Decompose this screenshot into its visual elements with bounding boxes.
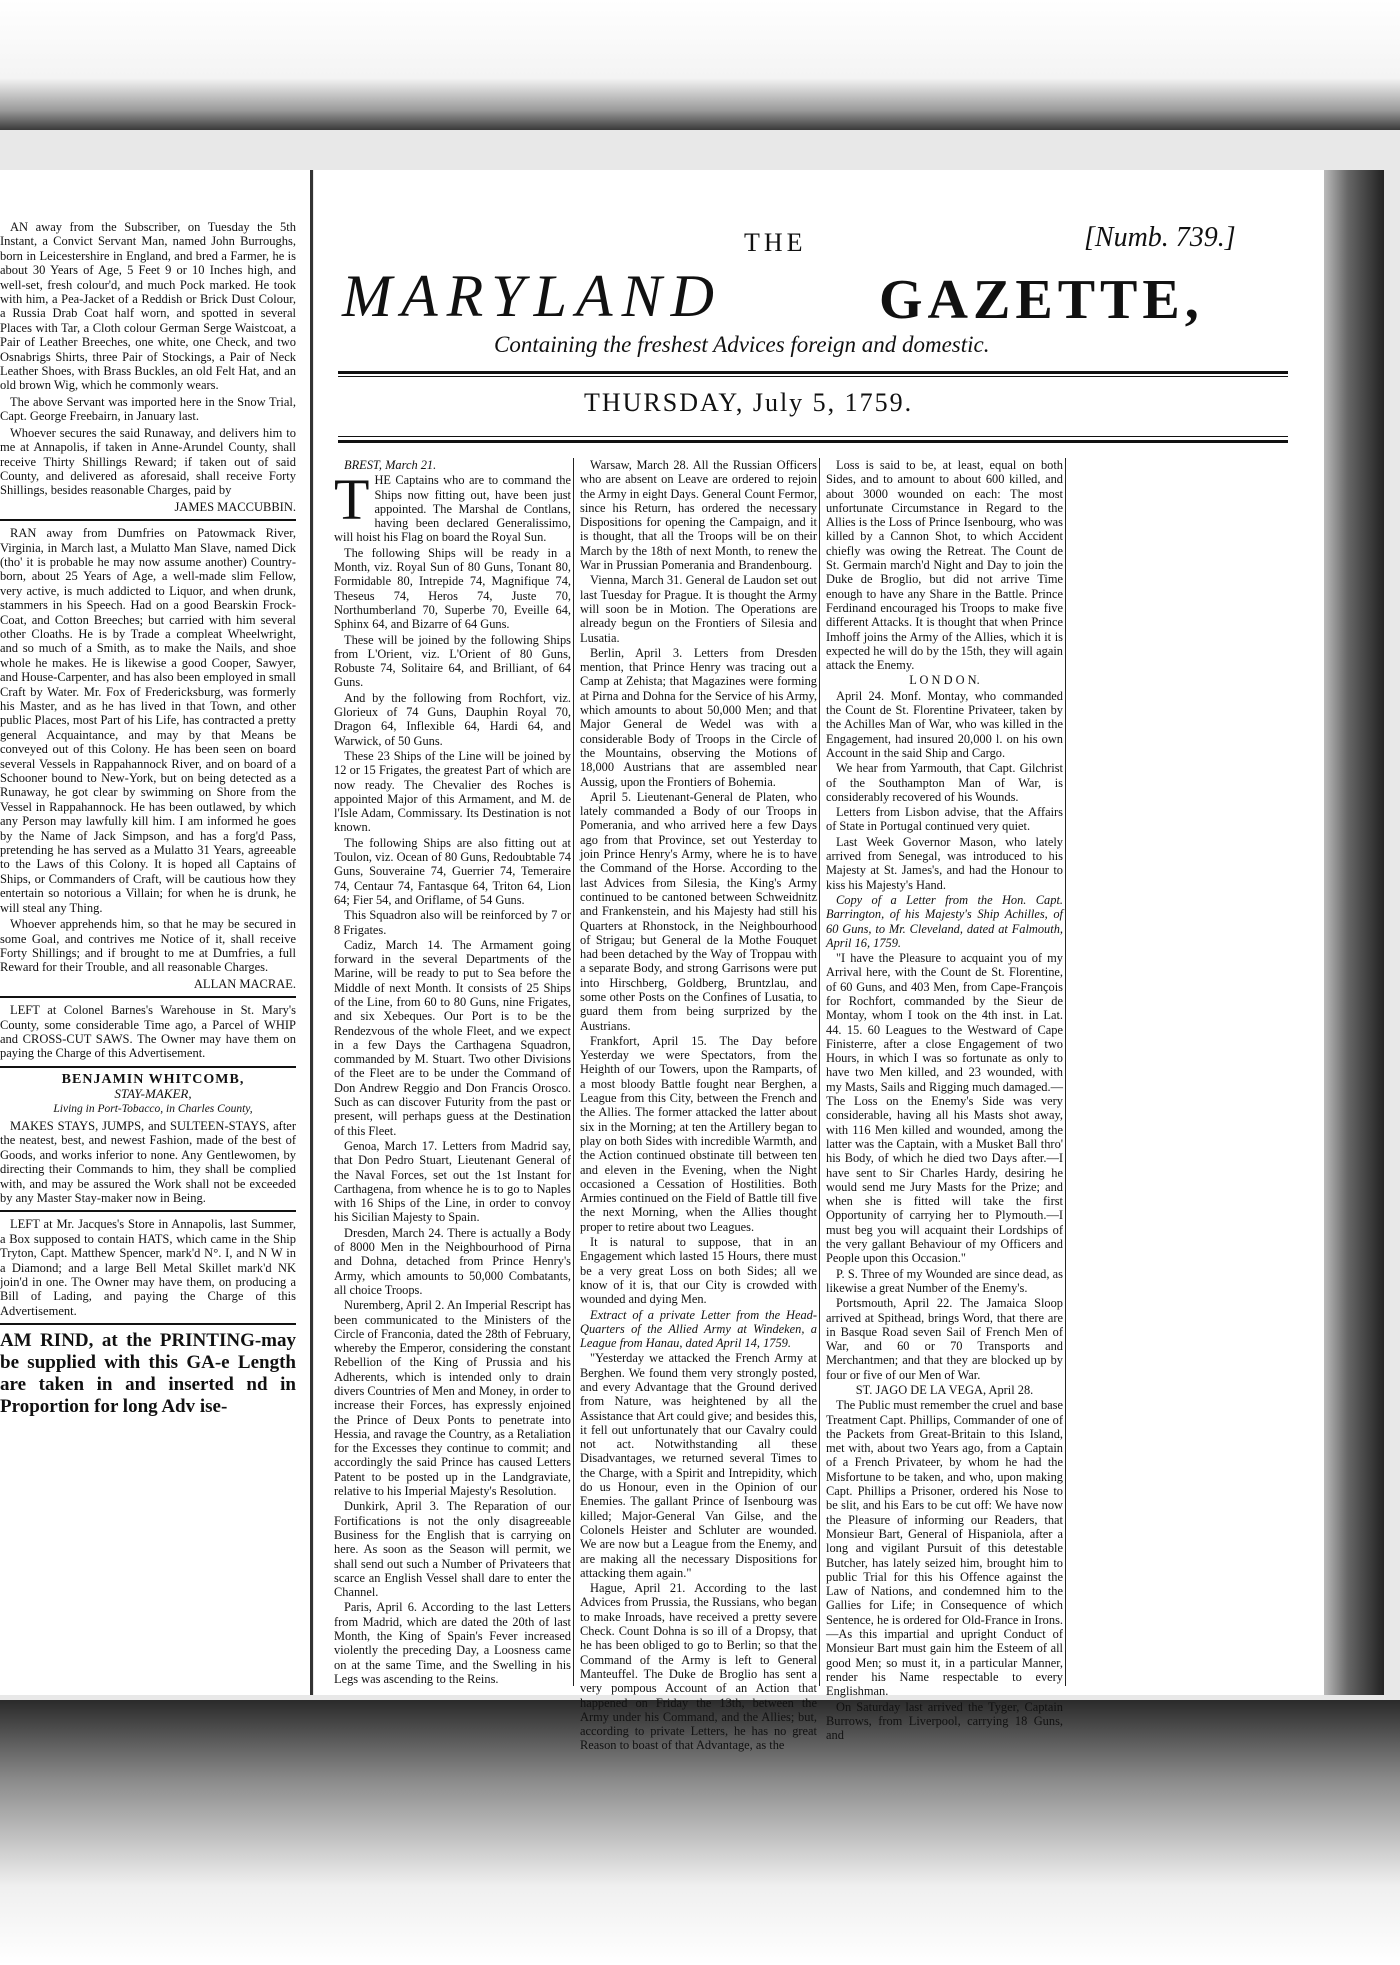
- left-page-advertisements: [0, 220, 296, 1420]
- book-spine: [1324, 170, 1384, 1695]
- masthead-the: THE: [744, 228, 807, 257]
- article-paragraph: Nuremberg, April 2. An Imperial Rescript has been communicated to the Ministers of the Circle of Franconia, dated the 28th of February, whereby the Emperor, considering the constant Rebellion of the King of Prussia and his Adherents, which is intended only to drain divers Countries of Men and Money, in order to increase their Forces, has expressly enjoined the Prince of Deux Ponts to penetrate into Hessia, and ravage the Country, as a Retaliation for the Excesses they continue to commit; and accordingly the said Prince has caused Letters Patent to be posted up in the Landgraviate, relative to his Imperial Majesty's Resolution.: [334, 1298, 571, 1499]
- ad-paragraph: MAKES STAYS, JUMPS, and SULTEEN-STAYS, after the neatest, best, and newest Fashion, made of the best of Goods, and works inferior to none. Any Gentlewomen, by directing their Commands to him, they shall be complied with, and may be assured the Work shall not be exceeded by any Master Stay-maker now in Being.: [0, 1118, 296, 1205]
- ad-divider: [0, 1323, 296, 1325]
- column-2: [580, 458, 817, 1754]
- article-paragraph: Hague, April 21. According to the last Advices from Prussia, the Russians, who began to make Inroads, have received a pretty severe Check. Count Dohna is so ill of a Dropsy, that he has been obliged to go to Berlin; so that the Command of the Army is left to General Manteuffel. The Duke de Broglio has sent a very pompous Account of an Action that happened on Friday the 13th, between the Army under his Command, and the Allies; but, according to private Letters, he has no great Reason to boast of that Advantage, as the: [580, 1581, 817, 1753]
- scan-background-top: [0, 0, 1400, 130]
- article-paragraph: The Public must remember the cruel and base Treatment Capt. Phillips, Commander of one of the Packets from Great-Britain to this Island, met with, about two Years ago, from a Captain of a French Privateer, by whom he had the Misfortune to be taken, and who, upon making Capt. Phillips a Prisoner, ordered his Nose to be slit, and his Ears to be cut off: We have now the Pleasure of informing our Readers, that Monsieur Bart, General of Hispaniola, after a long and vigilant Pursuit of this detestable Butcher, has lately seized him, brought him to public Trial for this his Offence against the Law of Nations, and condemned him to the Gallies for Life; in Consequence of which Sentence, he is ordered for Old-France in Irons.—As this impartial and upright Conduct of Monsieur Bart must gain him the Esteem of all good Men; so must it, in a particular Manner, render his Name respectable to every Englishman.: [826, 1398, 1063, 1699]
- ad-paragraph: The above Servant was imported here in the Snow Trial, Capt. George Freebairn, in January last.: [0, 394, 296, 424]
- article-paragraph: Letters from Lisbon advise, that the Affairs of State in Portugal continued very quiet.: [826, 805, 1063, 834]
- dateline-rule: [338, 440, 1288, 443]
- article-paragraph: Paris, April 6. According to the last Letters from Madrid, which are dated the 20th of last Month, the King of Spain's Fever increased violently the preceding Day, a Loosness came on at the same Time, and the Swelling in his Legs was ascending to the Reins.: [334, 1600, 571, 1686]
- ad-signature: JAMES MACCUBBIN.: [174, 499, 296, 514]
- article-paragraph: Cadiz, March 14. The Armament going forward in the several Departments of the Marine, will be ready to put to Sea before the Middle of next Month. It consists of 25 Ships of the Line, from 60 to 80 Guns, nine Frigates, and six Xebeques. Our Port is to be the Rendezvous of the whole Fleet, and we expect in a few Days the Carthagena Squadron, commanded by M. Stuart. Two other Divisions of the Fleet are to be under the Command of Don Andrew Reggio and Don Francis Orosco. Such as can discover Futurity from the past or present, will perhaps guess at the Destination of this Fleet.: [334, 937, 571, 1138]
- ad-paragraph: LEFT at Mr. Jacques's Store in Annapolis, last Summer, a Box supposed to contain HATS, which came in the Ship Tryton, Capt. Matthew Spencer, mark'd N°. I, and N W in a Diamond; and a large Bell Metal Skillet mark'd NK join'd in one. The Owner may have them, on producing a Bill of Lading, and paying the Charge of this Advertisement.: [0, 1217, 296, 1318]
- column-1: [334, 458, 571, 1687]
- ad-heading: Living in Port-Tobacco, in Charles County,: [53, 1102, 253, 1115]
- masthead-rule: [338, 376, 1288, 377]
- article-text: HE Captains who are to command the Ships now fitting out, have been just appointed. The Marshal de Contlans, having been declared Generalissimo, will hoist his Flag on board the Royal Sun.: [334, 473, 571, 545]
- title-gazette: GAZETTE,: [879, 269, 1204, 331]
- article-paragraph: This Squadron also will be reinforced by 7 or 8 Frigates.: [334, 908, 571, 937]
- drop-cap: T: [334, 467, 370, 533]
- article-paragraph: P. S. Three of my Wounded are since dead, as likewise a great Number of the Enemy's.: [826, 1266, 1063, 1295]
- article-paragraph: April 5. Lieutenant-General de Platen, who lately commanded a Body of our Troops in Pomerania, and who arrived here a few Days ago from that Province, set out Yesterday to join Prince Henry's Army, where he is to have the Command of the Horse. According to the last Advices from Silesia, the King's Army continued to be cantoned between Schweidnitz and Frankenstein, and his Majesty had still his Quarters at Rhonstock, in the Neighbourhood of Strigau; but General de la Mothe Fouquet had been detached by the Way of Troppau with a separate Body, and strong Garrisons were put into Hirschberg, Goldberg, Bruntzlau, and some other Posts on the Confines of Lusatia, to guard them from being surprized by the Austrians.: [580, 789, 817, 1033]
- article-paragraph: Portsmouth, April 22. The Jamaica Sloop arrived at Spithead, brings Word, that there are in Basque Road seven Sail of French Men of War, and 60 or 70 Transports and Merchantmen; and that they are blocked up by four or five of our Men of War.: [826, 1296, 1063, 1382]
- article-paragraph: "Yesterday we attacked the French Army at Berghen. We found them very strongly posted, and every Advantage that the Ground derived from Nature, was heightened by all the Assistance that Art could give; and besides this, it fell out unfortunately that our Cavalry could not act. Notwithstanding all these Disadvantages, we returned several Times to the Charge, with a Spirit and Intrepidity, which do us Honour, even in the Opinion of our Enemies. The gallant Prince of Isenbourg was killed; Major-General Van Gilse, and the Colonels Heister and Schluter are wounded. We are now but a League from the Enemy, and are making all the necessary Dispositions for attacking them again.": [580, 1351, 817, 1580]
- title-maryland: MARYLAND: [342, 263, 723, 329]
- ad-paragraph: LEFT at Colonel Barnes's Warehouse in St. Mary's County, some considerable Time ago, a Parcel of WHIP and CROSS-CUT SAWS. The Owner may have them on paying the Charge of this Advertisement.: [0, 1003, 296, 1061]
- issue-number: [Numb. 739.]: [1084, 222, 1236, 253]
- article-paragraph: [334, 467, 571, 545]
- article-paragraph: Genoa, March 17. Letters from Madrid say, that Don Pedro Stuart, Lieutenant General of the Naval Forces, set out the 1st Instant for Carthagena, from whence he is to go to Naples with 16 Ships of the Line, in order to convoy his Sicilian Majesty to Spain.: [334, 1138, 571, 1225]
- ad-divider: [0, 519, 296, 521]
- ad-paragraph: Whoever apprehends him, so that he may be secured in some Goal, and contrives me Notice of it, shall receive Forty Shillings; and if brought to me at Dumfries, a full Reward for their Trouble, and all reasonable Charges.: [0, 917, 296, 975]
- article-paragraph: ST. JAGO DE LA VEGA, April 28.: [855, 1383, 1034, 1397]
- article-paragraph: Warsaw, March 28. All the Russian Officers who are absent on Leave are ordered to rejoin the Army in eight Days. General Count Fermor, since his Return, has ordered the necessary Dispositions for opening the Campaign, and it is thought, that all the Troops will be on their March by the 18th of next Month, to renew the War in Prussian Pomerania and Brandenbourg.: [580, 458, 817, 573]
- dateline-rule: [338, 436, 1288, 437]
- article-paragraph: These 23 Ships of the Line will be joined by 12 or 15 Frigates, the greatest Part of which are now ready. The Chevalier des Roches is appointed Major of this Armament, and M. de l'Isle Adam, Commissary. Its Destination is not known.: [334, 748, 571, 835]
- ad-divider: [0, 996, 296, 998]
- article-paragraph: Copy of a Letter from the Hon. Capt. Barrington, of his Majesty's Ship Achilles, of 60 Guns, to Mr. Cleveland, dated at Falmouth, April 16, 1759.: [826, 892, 1063, 950]
- tagline: Containing the freshest Advices foreign and domestic.: [494, 332, 990, 357]
- article-paragraph: The following Ships are also fitting out at Toulon, viz. Ocean of 80 Guns, Redoubtable 74 Guns, Souveraine 74, Guerrier 74, Temeraire 74, Centaur 74, Fantasque 64, Triton 64, Lion 64; Fier 54, and Oriflame, of 54 Guns.: [334, 835, 571, 907]
- masthead-rule: [338, 371, 1288, 374]
- ad-heading: STAY-MAKER,: [114, 1086, 192, 1102]
- article-paragraph: These will be joined by the following Ships from L'Orient, viz. L'Orient of 80 Guns, Robuste 74, Solitaire 64, and Brilliant, of 64 Guns.: [334, 632, 571, 690]
- article-paragraph: Vienna, March 31. General de Laudon set out last Tuesday for Prague. It is thought the Army will soon be in Motion. The Operations are already begun on the Frontiers of Silesia and Lusatia.: [580, 573, 817, 645]
- article-paragraph: L O N D O N.: [909, 673, 980, 688]
- article-paragraph: We hear from Yarmouth, that Capt. Gilchrist of the Southampton Man of War, is considerably recovered of his Wounds.: [826, 761, 1063, 804]
- article-paragraph: BREST, March 21.: [344, 458, 437, 472]
- article-paragraph: Extract of a private Letter from the Head-Quarters of the Allied Army at Windeken, a League from Hanau, dated April 14, 1759.: [580, 1307, 817, 1351]
- ad-divider: [0, 1210, 296, 1212]
- article-paragraph: Loss is said to be, at least, equal on both Sides, and to amount to about 600 killed, and about 3000 wounded on each: The most unfortunate Circumstance in Regard to the Allies is the Loss of Prince Isenbourg, who was killed by a Cannon Shot, to which Accident chiefly was owing the Retreat. The Count de St. Germain march'd Night and Day to join the Duke de Broglio, but did not arrive Time enough to have any Share in the Battle. Prince Ferdinand encouraged his Troops to make five different Attacks. It is thought that when Prince Imhoff joins the Army of the Allies, which it is expected he will do by the 15th, they will again attack the Enemy.: [826, 458, 1063, 673]
- article-paragraph: Berlin, April 3. Letters from Dresden mention, that Prince Henry was tracing out a Camp at Zehista; that Magazines were forming at Pirna and Dohna for the Service of his Army, which amounts to about 50,000 Men; and that Major General de Wedel was with a considerable Body of Troops in the Circle of the Mountains, observing the Motions of 18,000 Austrians that are assembled near Aussig, upon the Frontiers of Bohemia.: [580, 645, 817, 789]
- ad-paragraph: AN away from the Subscriber, on Tuesday the 5th Instant, a Convict Servant Man, named John Burroughs, born in Leicestershire in England, and bred a Farmer, he is about 30 Years of Age, 5 Feet 9 or 10 Inches high, and well-set, fresh colour'd, and much Pock marked. He took with him, a Pea-Jacket of a Reddish or Brick Dust Colour, a Russia Drab Coat half worn, and spotted in several Places with Tar, a Cloth colour German Serge Waistcoat, a Pair of Leather Breeches, one white, one Check, and two Osnabrigs Shirts, three Pair of Stockings, a Pair of Neck Leather Shoes, with Brass Buckles, an old Felt Hat, and an old brown Wig, which he commonly wears.: [0, 220, 296, 393]
- ad-signature: ALLAN MACRAE.: [193, 976, 296, 991]
- ad-paragraph: RAN away from Dumfries on Patowmack River, Virginia, in March last, a Mulatto Man Slave, named Dick (tho' it is probable he may now assume another) Country-born, about 25 Years of Age, a well-made slim Fellow, very active, is much addicted to Liquor, and when drunk, stammers in his Speech. Had on a good Bearskin Frock-Coat, and Cotton Breeches; but carried with him several other Cloaths. He is by Trade a compleat Wheelwright, and so much of a Smith, as to make the Nails, and shoe whole he makes. He is likewise a good Cooper, Sawyer, and House-Carpenter, and has also been employed in small Craft by Water. Mr. Fox of Fredericksburg, was formerly his Master, and as he has lived in that Town, and other public Places, most Part of his Life, has contracted a pretty general Acquaintance, and may by that Means be conveyed out of this Colony. He has been seen on board several Vessels in Rappahannock River, and on board of a Schooner bound to New-York, but on being detected as a Runaway, he got clear by swimming on Shore from the Vessel in Rappahannock. He has been outlawed, by which any Person may lawfully kill him. I am informed he goes by the Name of Jack Simpson, and has a forg'd Pass, pretending he has served as a Mulatto 31 Years, agreeable to the Laws of this Colony. It is hoped all Captains of Ships, or Commanders of Craft, will be cautious how they entertain so notorious a Villain; for when he is drunk, he will steal any Thing.: [0, 526, 296, 915]
- article-paragraph: On Saturday last arrived the Tyger, Captain Burrows, from Liverpool, carrying 18 Guns, and: [826, 1699, 1063, 1743]
- article-paragraph: Last Week Governor Mason, who lately arrived from Senegal, was introduced to his Majesty at St. James's, and had the Honour to kiss his Majesty's Hand.: [826, 834, 1063, 892]
- column-3: [826, 458, 1063, 1743]
- article-paragraph: And by the following from Rochfort, viz. Glorieux of 74 Guns, Dauphin Royal 70, Dragon 64, Inflexible 64, Hardi 64, and Warwick, of 50 Guns.: [334, 690, 571, 748]
- dateline: THURSDAY, July 5, 1759.: [584, 388, 914, 417]
- article-paragraph: The following Ships will be ready in a Month, viz. Royal Sun of 80 Guns, Tonant 80, Formidable 80, Intrepide 74, Magnifique 74, Theseus 74, Heros 74, Juste 70, Northumberland 70, Superbe 70, Eveille 64, Sphinx 64, and Bizarre of 64 Guns.: [334, 545, 571, 632]
- ad-paragraph: Whoever secures the said Runaway, and delivers him to me at Annapolis, if taken in Anne-Arundel County, shall receive Thirty Shillings Reward; if taken out of said County, and delivered as aforesaid, shall receive Forty Shillings, besides reasonable Charges, paid by: [0, 425, 296, 498]
- ad-divider: [0, 1066, 296, 1068]
- left-page: [0, 170, 313, 1695]
- gazette-page: [314, 170, 1324, 1753]
- ad-heading: AM RIND, at the PRINTING-may be supplied with this GA-e Length are taken in and inserted nd in Proportion for long Adv ise-: [0, 1330, 296, 1418]
- article-paragraph: "I have the Pleasure to acquaint you of my Arrival here, with the Count de St. Florentine, of 60 Guns, and 403 Men, from Cape-François for Rochfort, commanded by the Sieur de Montay, whom I took on the 4th inst. in Lat. 44. 15. 60 Leagues to the Westward of Cape Finisterre, after a close Engagement of two Hours, in which I was so fortunate as only to have two Men killed, and 23 wounded, with my Masts, Sails and Rigging much damaged.—The Loss on the Enemy's Side was very considerable, having all his Masts shot away, with 116 Men killed and wounded, among the latter was the Captain, with a Musket Ball thro' his Body, of which he died two Days after.—I have sent to Sir Charles Hardy, desiring he would send me Jury Masts for the Prize; and when she is fitted will take the first Opportunity of carrying her to Plymouth.—I must beg you will acquaint their Lordships of the very gallant Behaviour of my Officers and People upon this Occasion.": [826, 951, 1063, 1266]
- ad-heading: BENJAMIN WHITCOMB,: [61, 1071, 245, 1087]
- article-paragraph: Dresden, March 24. There is actually a Body of 8000 Men in the Neighbourhood of Pirna and Dohna, detached from Prince Henry's Army, which amounts to 50,000 Combatants, all choice Troops.: [334, 1225, 571, 1297]
- column-divider: [819, 458, 820, 1686]
- article-paragraph: It is natural to suppose, that in an Engagement which lasted 15 Hours, there must be a very great Loss on both Sides; all we know of it is, that our City is crowded with wounded and dying Men.: [580, 1235, 817, 1307]
- column-divider: [1065, 458, 1066, 1686]
- masthead: [314, 170, 1324, 470]
- article-paragraph: Frankfort, April 15. The Day before Yesterday we were Spectators, from the Heighth of our Towers, upon the Ramparts, of a most bloody Battle fought near Berghen, a League from this City, between the French and the Allies. The former attacked the latter about six in the Morning; at ten the Artillery began to play on both Sides with incredible Warmth, and the Action continued obstinate till between ten and eleven in the Evening, when the Night occasioned a Cessation of Hostilities. Both Armies continued on the Field of Battle till five the next Morning, when the Allies thought proper to retire about two Leagues.: [580, 1033, 817, 1234]
- column-divider: [573, 458, 574, 1686]
- article-paragraph: April 24. Monf. Montay, who commanded the Count de St. Florentine Privateer, taken by the Achilles Man of War, who was killed in the Engagement, had insured 20,000 l. on his own Account in the said Ship and Cargo.: [826, 688, 1063, 760]
- article-paragraph: Dunkirk, April 3. The Reparation of our Fortifications is not the only disagreeable Business for the English that is carrying on here. As soon as the Season will permit, we shall send out such a Number of Privateers that scarce an English Vessel shall dare to enter the Channel.: [334, 1499, 571, 1600]
